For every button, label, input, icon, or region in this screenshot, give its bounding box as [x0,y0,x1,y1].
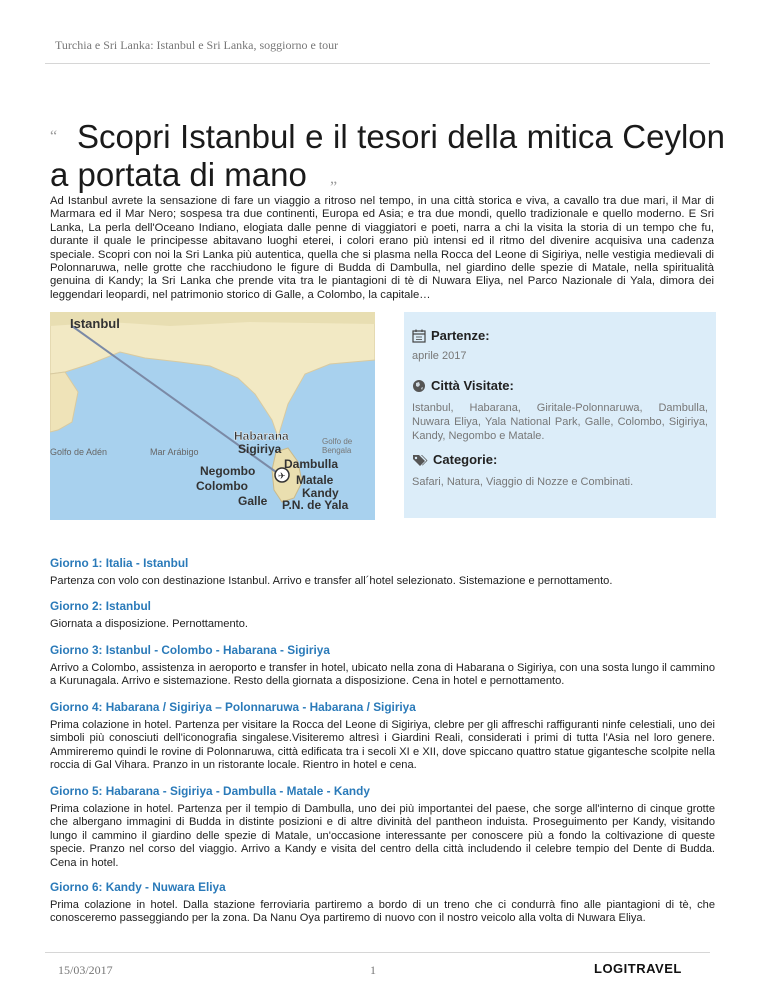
map-label-kandy: Kandy [302,486,339,500]
day-text: Arrivo a Colombo, assistenza in aeroporto e transfer in hotel, ubicato nella zona di Habarana o Sigiriya, con una sosta lungo il cammino a Kurunagala. Arrivo e sistemazione. Resto della giornata a disposizione. Cena in hotel e pernottamento. [50,662,715,688]
route-map-image [50,312,375,520]
footer-divider [45,952,710,953]
day-title: Giorno 4: Habarana / Sigiriya – Polonnaruwa - Habarana / Sigiriya [50,700,416,714]
map-label-aden: Golfo de Adén [50,447,108,457]
document-header: Turchia e Sri Lanka: Istanbul e Sri Lanka, soggiorno e tour [55,38,339,52]
day-text: Prima colazione in hotel. Partenza per il tempio di Dambulla, uno dei più importantei del paese, che sorge all'interno di cinque grotte che albergano immagini di Budda in distinte posizioni e di altre divinità del pantheon induista. Proseguimento per Kandy, visitando lungo il cammino il giardino delle spezie di Matale, un'occasione interessante per conoscere più a fondo la coltivazione di queste specie. Pranzo nel corso del viaggio. Arrivo a Kandy e visita del centro della città includendo il celebre tempio del Dente di Budda. Cena in hotel. [50,803,715,869]
info-citta [412,378,708,443]
map-label-colombo: Colombo [196,479,248,493]
map-label-yala: P.N. de Yala [282,498,349,512]
day-item [50,880,715,926]
map-label-bengala-2: Bengala [322,446,352,455]
tags-icon [412,453,428,467]
page-number: 1 [370,963,376,977]
map-label-sigiriya: Sigiriya [238,442,282,456]
map-label-istanbul: Istanbul [70,316,120,331]
logitravel-logo: LOGITRAVEL [594,961,682,976]
map-label-habarana: Habarana [234,429,289,443]
route-map [50,312,375,520]
map-label-dambulla: Dambulla [284,457,339,471]
citta-value: Istanbul, Habarana, Giritale-Polonnaruwa, Dambulla, Nuwara Eliya, Yala National Park, Galle, Colombo, Sigiriya, Kandy, Negombo e Matale. [412,402,708,442]
citta-label: Città Visitate: [431,378,514,393]
day-item [50,556,715,588]
day-text: Partenza con volo con destinazione Istanbul. Arrivo e transfer all´hotel selezionato. Sistemazione e pernottamento. [50,575,613,587]
day-item [50,599,715,631]
page-title-text: Scopri Istanbul e il tesori della mitica Ceylon a portata di mano [50,118,725,193]
map-label-galle: Galle [238,494,268,508]
globe-icon [412,379,426,393]
svg-text:✈: ✈ [278,472,286,482]
quote-open-icon: “ [50,128,58,145]
categorie-value: Safari, Natura, Viaggio di Nozze e Combinati. [412,476,634,488]
day-title: Giorno 6: Kandy - Nuwara Eliya [50,880,226,894]
intro-paragraph: Ad Istanbul avrete la sensazione di fare un viaggio a ritroso nel tempo, in una città storica e viva, a cavallo tra due mari, il Mar di Marmara ed il Mar Nero; sospesa tra due continenti, Europa ed Asia; e tra due mondi, quello tradizionale e quello moderno. E Sri Lanka, La perla dell'Oceano Indiano, elogiata dalle penne di viaggiatori e poeti, narra a chi la visita la storia di un tempo che fu, durante il quale le principesse abitavano luoghi eterei, i colori erano più intensi ed il ritmo del divenire acquisiva una cadenza speciale. Scopri con noi la Sri Lanka più autentica, quella che si plasma nella Rocca del Leone di Sigiriya, nelle vestigia medievali di Polonnaruwa, nelle grotte che racchiudono le figure di Budda di Dambulla, nel giardino delle spezie di Matale, nella spiritualità genuina di Kandy; la Sri Lanka che prende vita tra le piantagioni di tè di Nuwara Eliya, nel Parco Nazionale di Yala, dimora dei leggendari leopardi, nel patrimonio storico di Galle, a Colombo, la capitale… [50,195,714,301]
map-label-negombo: Negombo [200,464,256,478]
day-title: Giorno 1: Italia - Istanbul [50,556,189,570]
map-label-matale: Matale [296,473,334,487]
partenze-label: Partenze: [431,328,490,343]
quote-close-icon: ” [330,179,338,196]
partenze-value: aprile 2017 [412,350,467,362]
calendar-icon [412,329,426,343]
info-partenze [412,328,708,363]
day-item [50,643,715,689]
day-text: Giornata a disposizione. Pernottamento. [50,618,248,630]
day-item [50,784,715,870]
header-divider [45,63,710,64]
day-text: Prima colazione in hotel. Dalla stazione ferroviaria partiremo a bordo di un treno che ci condurrà fino alle piantagioni di tè, che conosceremo passeggiando per la zona. Da Nanu Oya partiremo di nuovo con il nostro veicolo alla volta di Nuwara Eliya. [50,899,715,925]
day-text: Prima colazione in hotel. Partenza per visitare la Rocca del Leone di Sigiriya, clebre per gli affreschi raffiguranti ninfe celestiali, uno dei simboli più conosciuti dell'iconografia singalese.Visiteremo altresì i Giardini Reali, considerati i primi di tutta l'Asia nel loro genere. Ammireremo quindi le rovine di Polonnaruwa, città edificata tra i secoli XI e XII, dove spiccano quattro statue gigantesche scolpite nella roccia di Gal Vihara. Pranzo in un ristorante locale. Rientro in hotel e cena. [50,719,715,772]
map-label-arabigo: Mar Arábigo [150,447,199,457]
day-title: Giorno 2: Istanbul [50,599,151,613]
page-title [50,118,725,207]
day-title: Giorno 3: Istanbul - Colombo - Habarana - Sigiriya [50,643,330,657]
info-categorie [412,452,708,489]
day-item [50,700,715,773]
map-label-bengala-1: Golfo de [322,437,353,446]
day-title: Giorno 5: Habarana - Sigiriya - Dambulla - Matale - Kandy [50,784,370,798]
footer-date: 15/03/2017 [58,963,113,977]
trip-info-box [404,312,716,518]
categorie-label: Categorie: [433,452,498,467]
